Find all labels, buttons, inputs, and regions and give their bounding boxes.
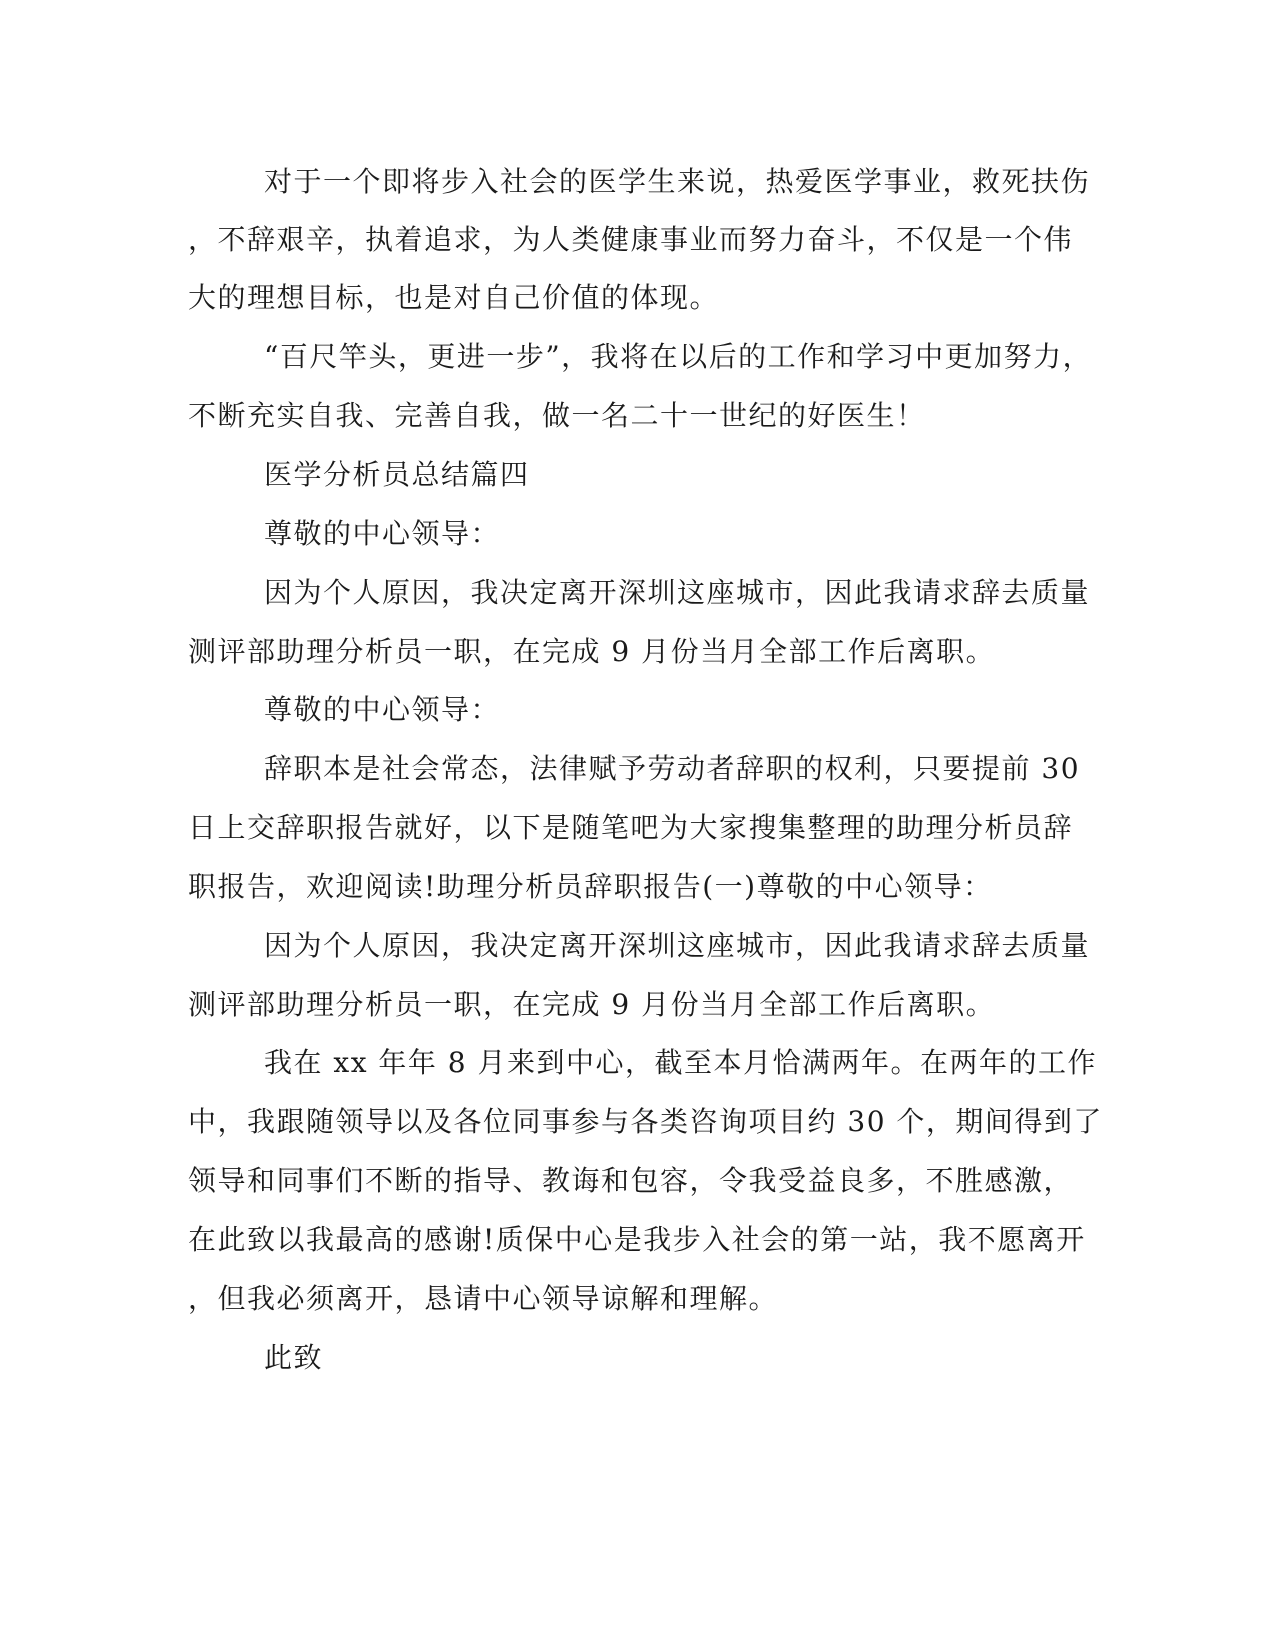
paragraph-line: ，不辞艰辛，执着追求，为人类健康事业而努力奋斗，不仅是一个伟 [188,223,1074,256]
paragraph-line: 测评部助理分析员一职，在完成 9 月份当月全部工作后离职。 [188,988,996,1021]
paragraph-line: 不断充实自我、完善自我，做一名二十一世纪的好医生！ [188,399,926,432]
paragraph-line: 我在 xx 年年 8 月来到中心，截至本月恰满两年。在两年的工作 [264,1046,1098,1079]
paragraph-line: 领导和同事们不断的指导、教诲和包容，令我受益良多，不胜感激， [188,1164,1074,1197]
paragraph-line: 中，我跟随领导以及各位同事参与各类咨询项目约 30 个，期间得到了 [188,1105,1103,1138]
salutation: 尊敬的中心领导： [264,517,501,550]
closing-line: 此致 [264,1341,324,1374]
paragraph-line: ，但我必须离开，恳请中心领导谅解和理解。 [188,1282,779,1315]
paragraph-line: 辞职本是社会常态，法律赋予劳动者辞职的权利，只要提前 30 [264,752,1081,785]
paragraph-line: 大的理想目标，也是对自己价值的体现。 [188,281,720,314]
paragraph-line: 日上交辞职报告就好，以下是随笔吧为大家搜集整理的助理分析员辞 [188,811,1074,844]
paragraph-line: “百尺竿头，更进一步”，我将在以后的工作和学习中更加努力， [264,340,1093,373]
paragraph-line: 因为个人原因，我决定离开深圳这座城市，因此我请求辞去质量 [264,929,1091,962]
paragraph-line: 在此致以我最高的感谢!质保中心是我步入社会的第一站，我不愿离开 [188,1223,1086,1256]
section-heading: 医学分析员总结篇四 [264,458,530,491]
paragraph-line: 对于一个即将步入社会的医学生来说，热爱医学事业，救死扶伤 [264,165,1091,198]
salutation: 尊敬的中心领导： [264,693,501,726]
paragraph-line: 因为个人原因，我决定离开深圳这座城市，因此我请求辞去质量 [264,576,1091,609]
paragraph-line: 职报告，欢迎阅读!助理分析员辞职报告(一)尊敬的中心领导： [188,870,993,903]
paragraph-line: 测评部助理分析员一职，在完成 9 月份当月全部工作后离职。 [188,635,996,668]
